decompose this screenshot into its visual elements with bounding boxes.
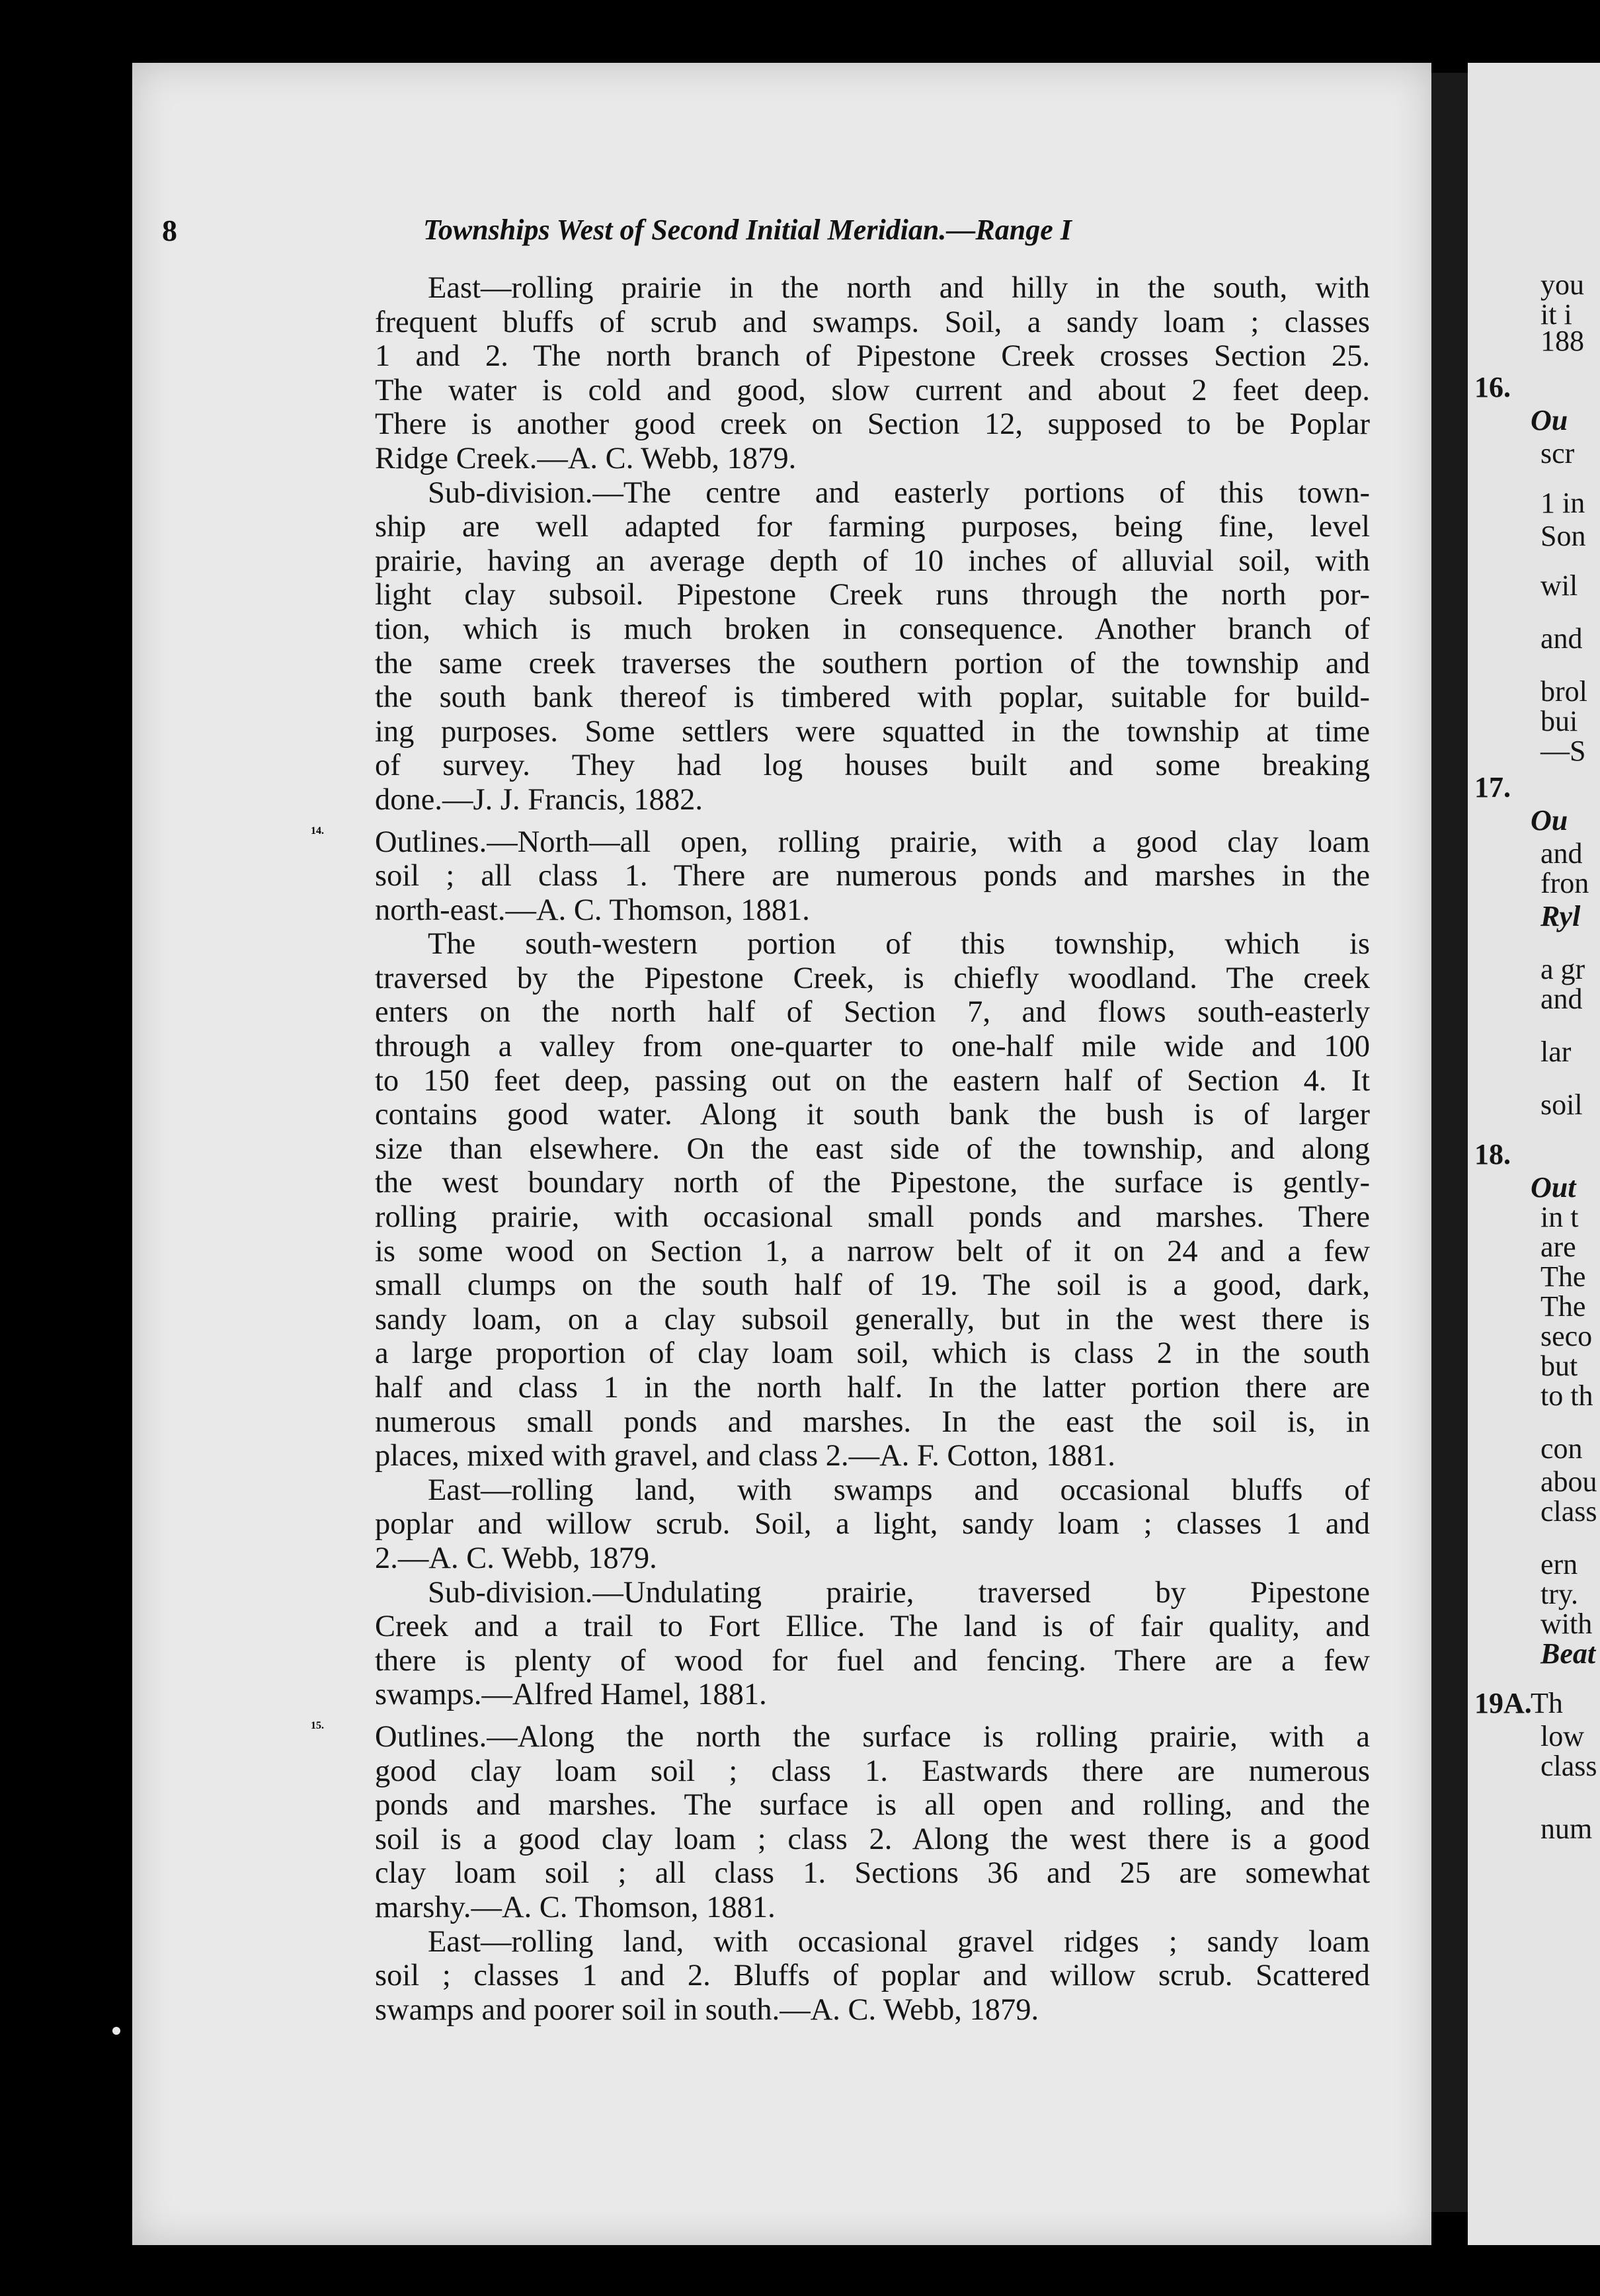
next-page-fragment: and (1540, 622, 1583, 655)
next-page-fragment: it i (1540, 298, 1572, 331)
text-line: size than elsewhere. On the east side of the township, and along (375, 1131, 1370, 1166)
text-line: rolling prairie, with occasional small ponds and marshes. There (375, 1200, 1370, 1235)
next-page-fragment: low (1540, 1720, 1584, 1752)
text-line: to 150 feet deep, passing out on the eastern half of Section 4. It (375, 1063, 1370, 1098)
next-page-fragment: lar (1540, 1036, 1572, 1068)
next-page-fragment: 188 (1540, 325, 1584, 357)
next-page-fragment: abou (1540, 1465, 1597, 1498)
paragraph-east-14 (375, 1473, 1370, 1576)
next-page-fragment: with (1540, 1608, 1593, 1640)
text-line: tion, which is much broken in consequence. Another branch of (375, 612, 1370, 646)
text-line: enters on the north half of Section 7, and flows south-easterly (375, 995, 1370, 1030)
text-line: the same creek traverses the southern portion of the township and (375, 646, 1370, 680)
next-page-fragment: bui (1540, 705, 1578, 737)
next-page-fragment: con (1540, 1432, 1583, 1465)
next-page-fragment: are (1540, 1231, 1576, 1263)
page-header (0, 213, 1600, 253)
paragraph-outlines-14 (375, 825, 1370, 928)
paragraph-description-14 (375, 927, 1370, 1473)
paragraph-east-13 (375, 271, 1370, 476)
text-line: Outlines.—Along the north the surface is rolling prairie, with a (375, 1719, 1370, 1754)
text-line: soil ; all class 1. There are numerous ponds and marshes in the (375, 859, 1370, 893)
page-gutter-shadow (1431, 73, 1468, 2212)
text-line: ponds and marshes. The surface is all open and rolling, and the (375, 1788, 1370, 1823)
next-page-fragment: Beat (1540, 1637, 1596, 1670)
text-line: Outlines.—North—all open, rolling prairie, with a good clay loam (375, 825, 1370, 859)
text-line: through a valley from one-quarter to one-half mile wide and 100 (375, 1030, 1370, 1064)
section-14 (311, 825, 1370, 928)
text-line: Sub-division.—Undulating prairie, traversed by Pipestone (428, 1575, 1370, 1610)
paragraph-subdivision-13 (375, 476, 1370, 817)
next-page-fragment: Out (1531, 1171, 1576, 1204)
next-page-fragment: seco (1540, 1320, 1593, 1352)
page-right-fragment (1468, 63, 1600, 2245)
text-line: places, mixed with gravel, and class 2.—A. F. Cotton, 1881. (375, 1439, 1115, 1473)
next-page-fragment: brol (1540, 675, 1587, 708)
running-head: Townships West of Second Initial Meridian.—Range I (423, 214, 1072, 246)
text-line: 2.—A. C. Webb, 1879. (375, 1541, 657, 1575)
speck (112, 2027, 120, 2035)
page-number: 8 (162, 214, 177, 247)
text-line: is some wood on Section 1, a narrow belt of it on 24 and a few (375, 1234, 1370, 1268)
next-page-fragment: Ryl (1540, 900, 1581, 932)
paragraph-east-15 (375, 1925, 1370, 2028)
next-page-fragment: num (1540, 1813, 1593, 1845)
next-page-fragment: Th (1531, 1687, 1563, 1719)
text-line: East—rolling land, with occasional gravel ridges ; sandy loam (428, 1924, 1370, 1959)
text-line: done.—J. J. Francis, 1882. (375, 782, 703, 817)
next-page-fragment: Ou (1531, 804, 1568, 837)
next-page-fragment: in t (1540, 1201, 1579, 1233)
text-line: frequent bluffs of scrub and swamps. Soil, a sandy loam ; classes (375, 305, 1370, 339)
text-line: swamps and poorer soil in south.—A. C. Webb, 1879. (375, 1992, 1039, 2027)
next-page-fragment: The (1540, 1290, 1586, 1323)
next-page-fragment: Ou (1531, 404, 1568, 436)
text-line: East—rolling prairie in the north and hilly in the south, with (428, 271, 1370, 305)
text-line: poplar and willow scrub. Soil, a light, sandy loam ; classes 1 and (375, 1507, 1370, 1541)
next-page-fragment: try. (1540, 1578, 1579, 1610)
next-page-fragment: 18. (1474, 1138, 1511, 1170)
section-15 (311, 1719, 1370, 1925)
body-text (311, 271, 1370, 2027)
next-page-fragment: The (1540, 1260, 1586, 1293)
text-line: East—rolling land, with swamps and occasional bluffs of (428, 1473, 1370, 1507)
next-page-fragment: 17. (1474, 771, 1511, 803)
text-line: soil is a good clay loam ; class 2. Along the west there is a good (375, 1822, 1370, 1856)
text-line: numerous small ponds and marshes. In the east the soil is, in (375, 1405, 1370, 1439)
text-line: there is plenty of wood for fuel and fencing. There are a few (375, 1643, 1370, 1678)
next-page-fragment: but (1540, 1350, 1578, 1382)
text-line: contains good water. Along it south bank the bush is of larger (375, 1098, 1370, 1132)
text-line: light clay subsoil. Pipestone Creek runs through the north por- (375, 578, 1370, 612)
text-line: Creek and a trail to Fort Ellice. The land is of fair quality, and (375, 1610, 1370, 1644)
next-page-fragment: and (1540, 837, 1583, 870)
text-line: half and class 1 in the north half. In the latter portion there are (375, 1371, 1370, 1405)
text-line: soil ; classes 1 and 2. Bluffs of poplar and willow scrub. Scattered (375, 1959, 1370, 1993)
paragraph-outlines-15 (375, 1720, 1370, 1925)
text-line: a large proportion of clay loam soil, which is class 2 in the south (375, 1336, 1370, 1371)
next-page-fragment: 1 in (1540, 487, 1585, 519)
paragraph-subdivision-14 (375, 1576, 1370, 1712)
next-page-fragment: you (1540, 268, 1584, 301)
text-line: of survey. They had log houses built and some breaking (375, 749, 1370, 783)
next-page-fragment: a gr (1540, 953, 1585, 985)
next-page-fragment: wil (1540, 569, 1578, 602)
text-line: swamps.—Alfred Hamel, 1881. (375, 1678, 767, 1712)
text-line: sandy loam, on a clay subsoil generally, but in the west there is (375, 1302, 1370, 1336)
next-page-fragment: and (1540, 983, 1583, 1015)
next-page-fragment: Son (1540, 520, 1586, 552)
text-line: small clumps on the south half of 19. The soil is a good, dark, (375, 1268, 1370, 1303)
next-page-fragment: soil (1540, 1088, 1583, 1121)
text-line: clay loam soil ; all class 1. Sections 36 and 25 are somewhat (375, 1856, 1370, 1891)
next-page-fragment: 19A. (1474, 1687, 1532, 1719)
text-line: ship are well adapted for farming purposes, being fine, level (375, 510, 1370, 544)
text-line: There is another good creek on Section 12, supposed to be Poplar (375, 407, 1370, 442)
text-line: The water is cold and good, slow current and about 2 feet deep. (375, 373, 1370, 407)
next-page-fragment: class (1540, 1750, 1597, 1782)
text-line: Sub-division.—The centre and easterly portions of this town- (428, 475, 1370, 510)
next-page-fragment: fron (1540, 867, 1589, 899)
text-line: ing purposes. Some settlers were squatted in the township at time (375, 714, 1370, 749)
text-line: traversed by the Pipestone Creek, is chiefly woodland. The creek (375, 961, 1370, 995)
text-line: prairie, having an average depth of 10 inches of alluvial soil, with (375, 544, 1370, 578)
text-line: marshy.—A. C. Thomson, 1881. (375, 1890, 776, 1924)
next-page-fragment: scr (1540, 437, 1575, 470)
next-page-fragment: 16. (1474, 371, 1511, 403)
text-line: the south bank thereof is timbered with poplar, suitable for build- (375, 680, 1370, 715)
section-number-14: 14. (311, 825, 324, 837)
next-page-fragment: to th (1540, 1379, 1593, 1412)
next-page-fragment: ern (1540, 1548, 1578, 1580)
text-line: the west boundary north of the Pipestone, the surface is gently- (375, 1166, 1370, 1200)
text-line: 1 and 2. The north branch of Pipestone Creek crosses Section 25. (375, 339, 1370, 374)
section-number-15: 15. (311, 1719, 324, 1731)
text-line: good clay loam soil ; class 1. Eastwards there are numerous (375, 1754, 1370, 1788)
text-line: The south-western portion of this township, which is (428, 927, 1370, 962)
text-line: north-east.—A. C. Thomson, 1881. (375, 893, 810, 927)
next-page-fragment: —S (1540, 735, 1586, 767)
text-line: Ridge Creek.—A. C. Webb, 1879. (375, 441, 797, 475)
next-page-fragment: class (1540, 1495, 1597, 1528)
